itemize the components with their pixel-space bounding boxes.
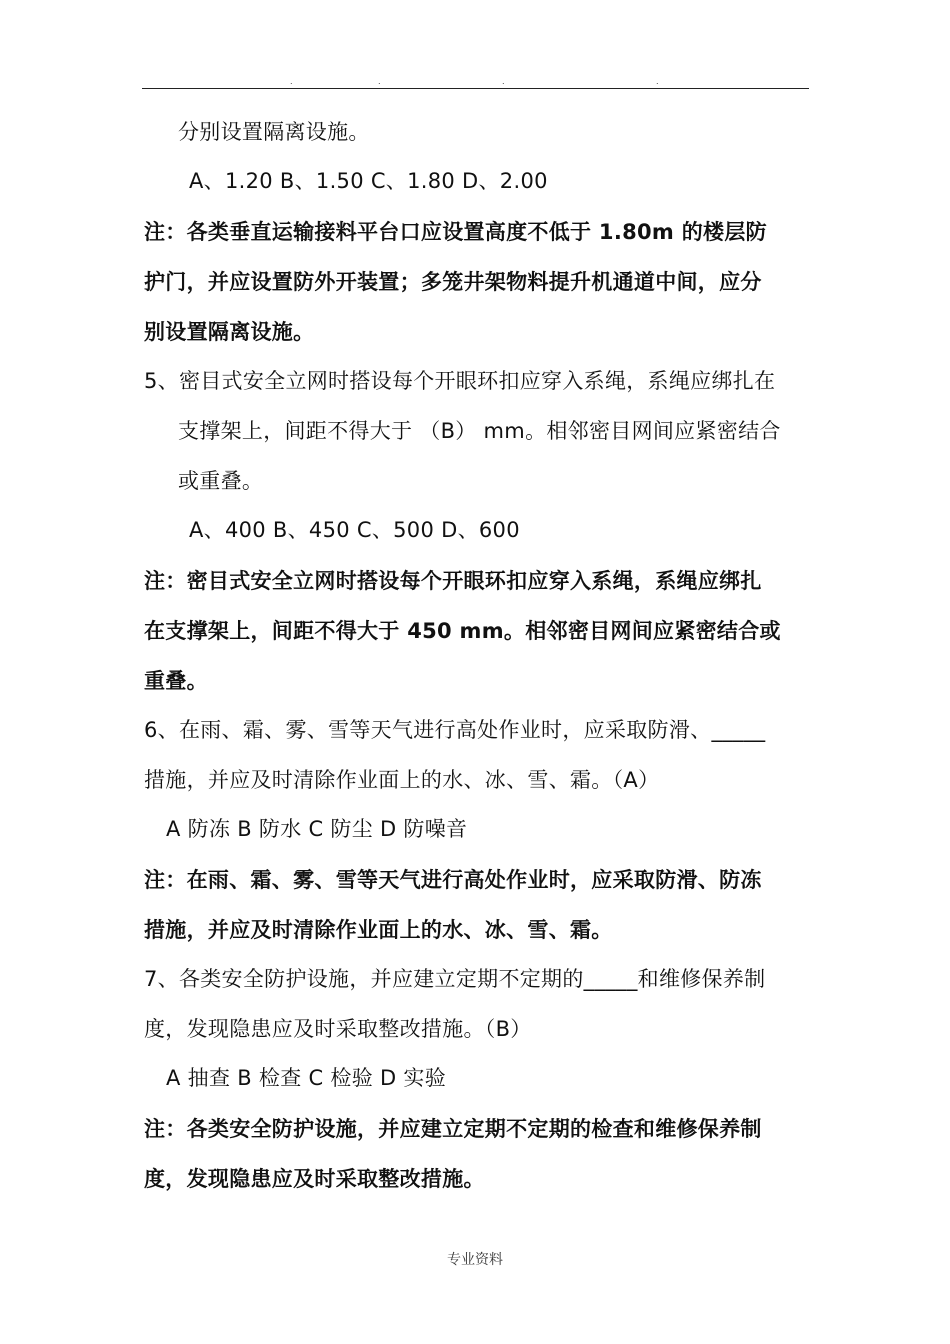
answer-options: A 抽查 B 检查 C 检验 D 实验	[166, 1066, 447, 1090]
question-5: 5、密目式安全立网时搭设每个开眼环扣应穿入系绳，系绳应绑扎在	[144, 369, 776, 393]
header-dot: .	[290, 77, 293, 86]
answer-options: A、1.20 B、1.50 C、1.80 D、2.00	[189, 169, 548, 193]
page-footer: 专业资料	[447, 1252, 503, 1268]
note-line: 重叠。	[144, 669, 208, 693]
question-text-line: 或重叠。	[178, 469, 264, 493]
header-rule	[142, 88, 809, 89]
question-text-line: 措施，并应及时清除作业面上的水、冰、雪、霜。（A）	[144, 768, 660, 792]
header-dot: .	[378, 77, 381, 86]
note-line: 注：各类垂直运输接料平台口应设置高度不低于 1.80m 的楼层防	[144, 220, 767, 244]
question-text-line: 分别设置隔离设施。	[178, 120, 370, 144]
question-6: 6、在雨、霜、雾、雪等天气进行高处作业时，应采取防滑、_____	[144, 718, 766, 742]
header-dot: .	[502, 77, 505, 86]
note-line: 护门，并应设置防外开装置；多笼井架物料提升机通道中间，应分	[144, 270, 762, 294]
question-7: 7、各类安全防护设施，并应建立定期不定期的_____和维修保养制	[144, 967, 766, 991]
header-dot: .	[656, 77, 659, 86]
question-text-line: 度，发现隐患应及时采取整改措施。（B）	[144, 1017, 532, 1041]
note-line: 别设置隔离设施。	[144, 320, 315, 344]
note-line: 措施，并应及时清除作业面上的水、冰、雪、霜。	[144, 918, 613, 942]
note-line: 在支撑架上，间距不得大于 450 mm。相邻密目网间应紧密结合或	[144, 619, 781, 643]
note-line: 注：在雨、霜、雾、雪等天气进行高处作业时，应采取防滑、防冻	[144, 868, 762, 892]
answer-options: A、400 B、450 C、500 D、600	[189, 518, 520, 542]
note-line: 注：各类安全防护设施，并应建立定期不定期的检查和维修保养制	[144, 1117, 762, 1141]
question-text-line: 支撑架上，间距不得大于 （B） mm。相邻密目网间应紧密结合	[178, 419, 781, 443]
note-line: 度，发现隐患应及时采取整改措施。	[144, 1167, 485, 1191]
note-line: 注：密目式安全立网时搭设每个开眼环扣应穿入系绳，系绳应绑扎	[144, 569, 762, 593]
answer-options: A 防冻 B 防水 C 防尘 D 防噪音	[166, 817, 468, 841]
